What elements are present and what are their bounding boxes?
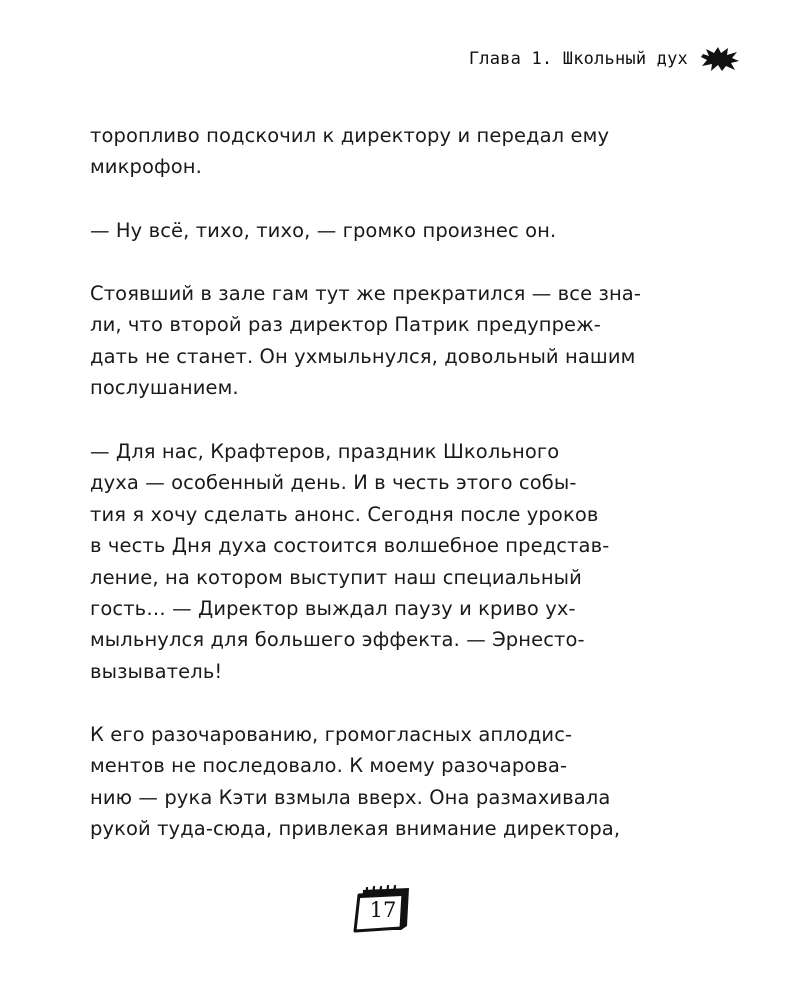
text-line: Стоявший в зале гам тут же прекратился — все зна- — [90, 282, 641, 305]
running-head: Глава 1. Школьный дух — [468, 49, 688, 69]
text-line: тия я хочу сделать анонс. Сегодня после уроков — [90, 502, 599, 526]
text-line: микрофон. — [90, 155, 202, 179]
text-line: в честь Дня духа состоится волшебное представ- — [90, 534, 610, 558]
paragraph — [90, 120, 700, 183]
text-line: дать не станет. Он ухмыльнулся, довольный нашим — [90, 344, 636, 368]
text-line: нию — рука Кэти взмыла вверх. Она размахивала — [90, 785, 611, 809]
paragraph — [90, 215, 700, 246]
text-line: рукой туда-сюда, привлекая внимание директора, — [90, 817, 621, 841]
paragraph — [90, 278, 700, 404]
text-line: духа — особенный день. И в честь этого собы- — [90, 471, 577, 495]
paragraph — [90, 436, 700, 687]
text-line: К его разочарованию, громогласных аплодис- — [90, 723, 573, 746]
text-line: ментов не последовало. К моему разочарова- — [90, 754, 568, 778]
text-line: — Для нас, Крафтеров, праздник Школьного — [90, 440, 560, 463]
text-line: вызыватель! — [90, 659, 223, 683]
text-line: мыльнулся для большего эффекта. — Эрнесто- — [90, 628, 585, 652]
paragraph — [90, 719, 700, 845]
text-line: ли, что второй раз директор Патрик предупреж- — [90, 313, 601, 337]
text-line: послушанием. — [90, 376, 239, 400]
text-line: торопливо подскочил к директору и передал ему — [90, 124, 610, 147]
text-line: гость… — Директор выждал паузу и криво ух- — [90, 596, 576, 620]
splat-icon — [700, 46, 740, 72]
text-line: ление, на котором выступит наш специальный — [90, 565, 582, 589]
text-line: — Ну всё, тихо, тихо, — громко произнес он. — [90, 219, 557, 242]
page-number: 17 — [369, 898, 397, 922]
